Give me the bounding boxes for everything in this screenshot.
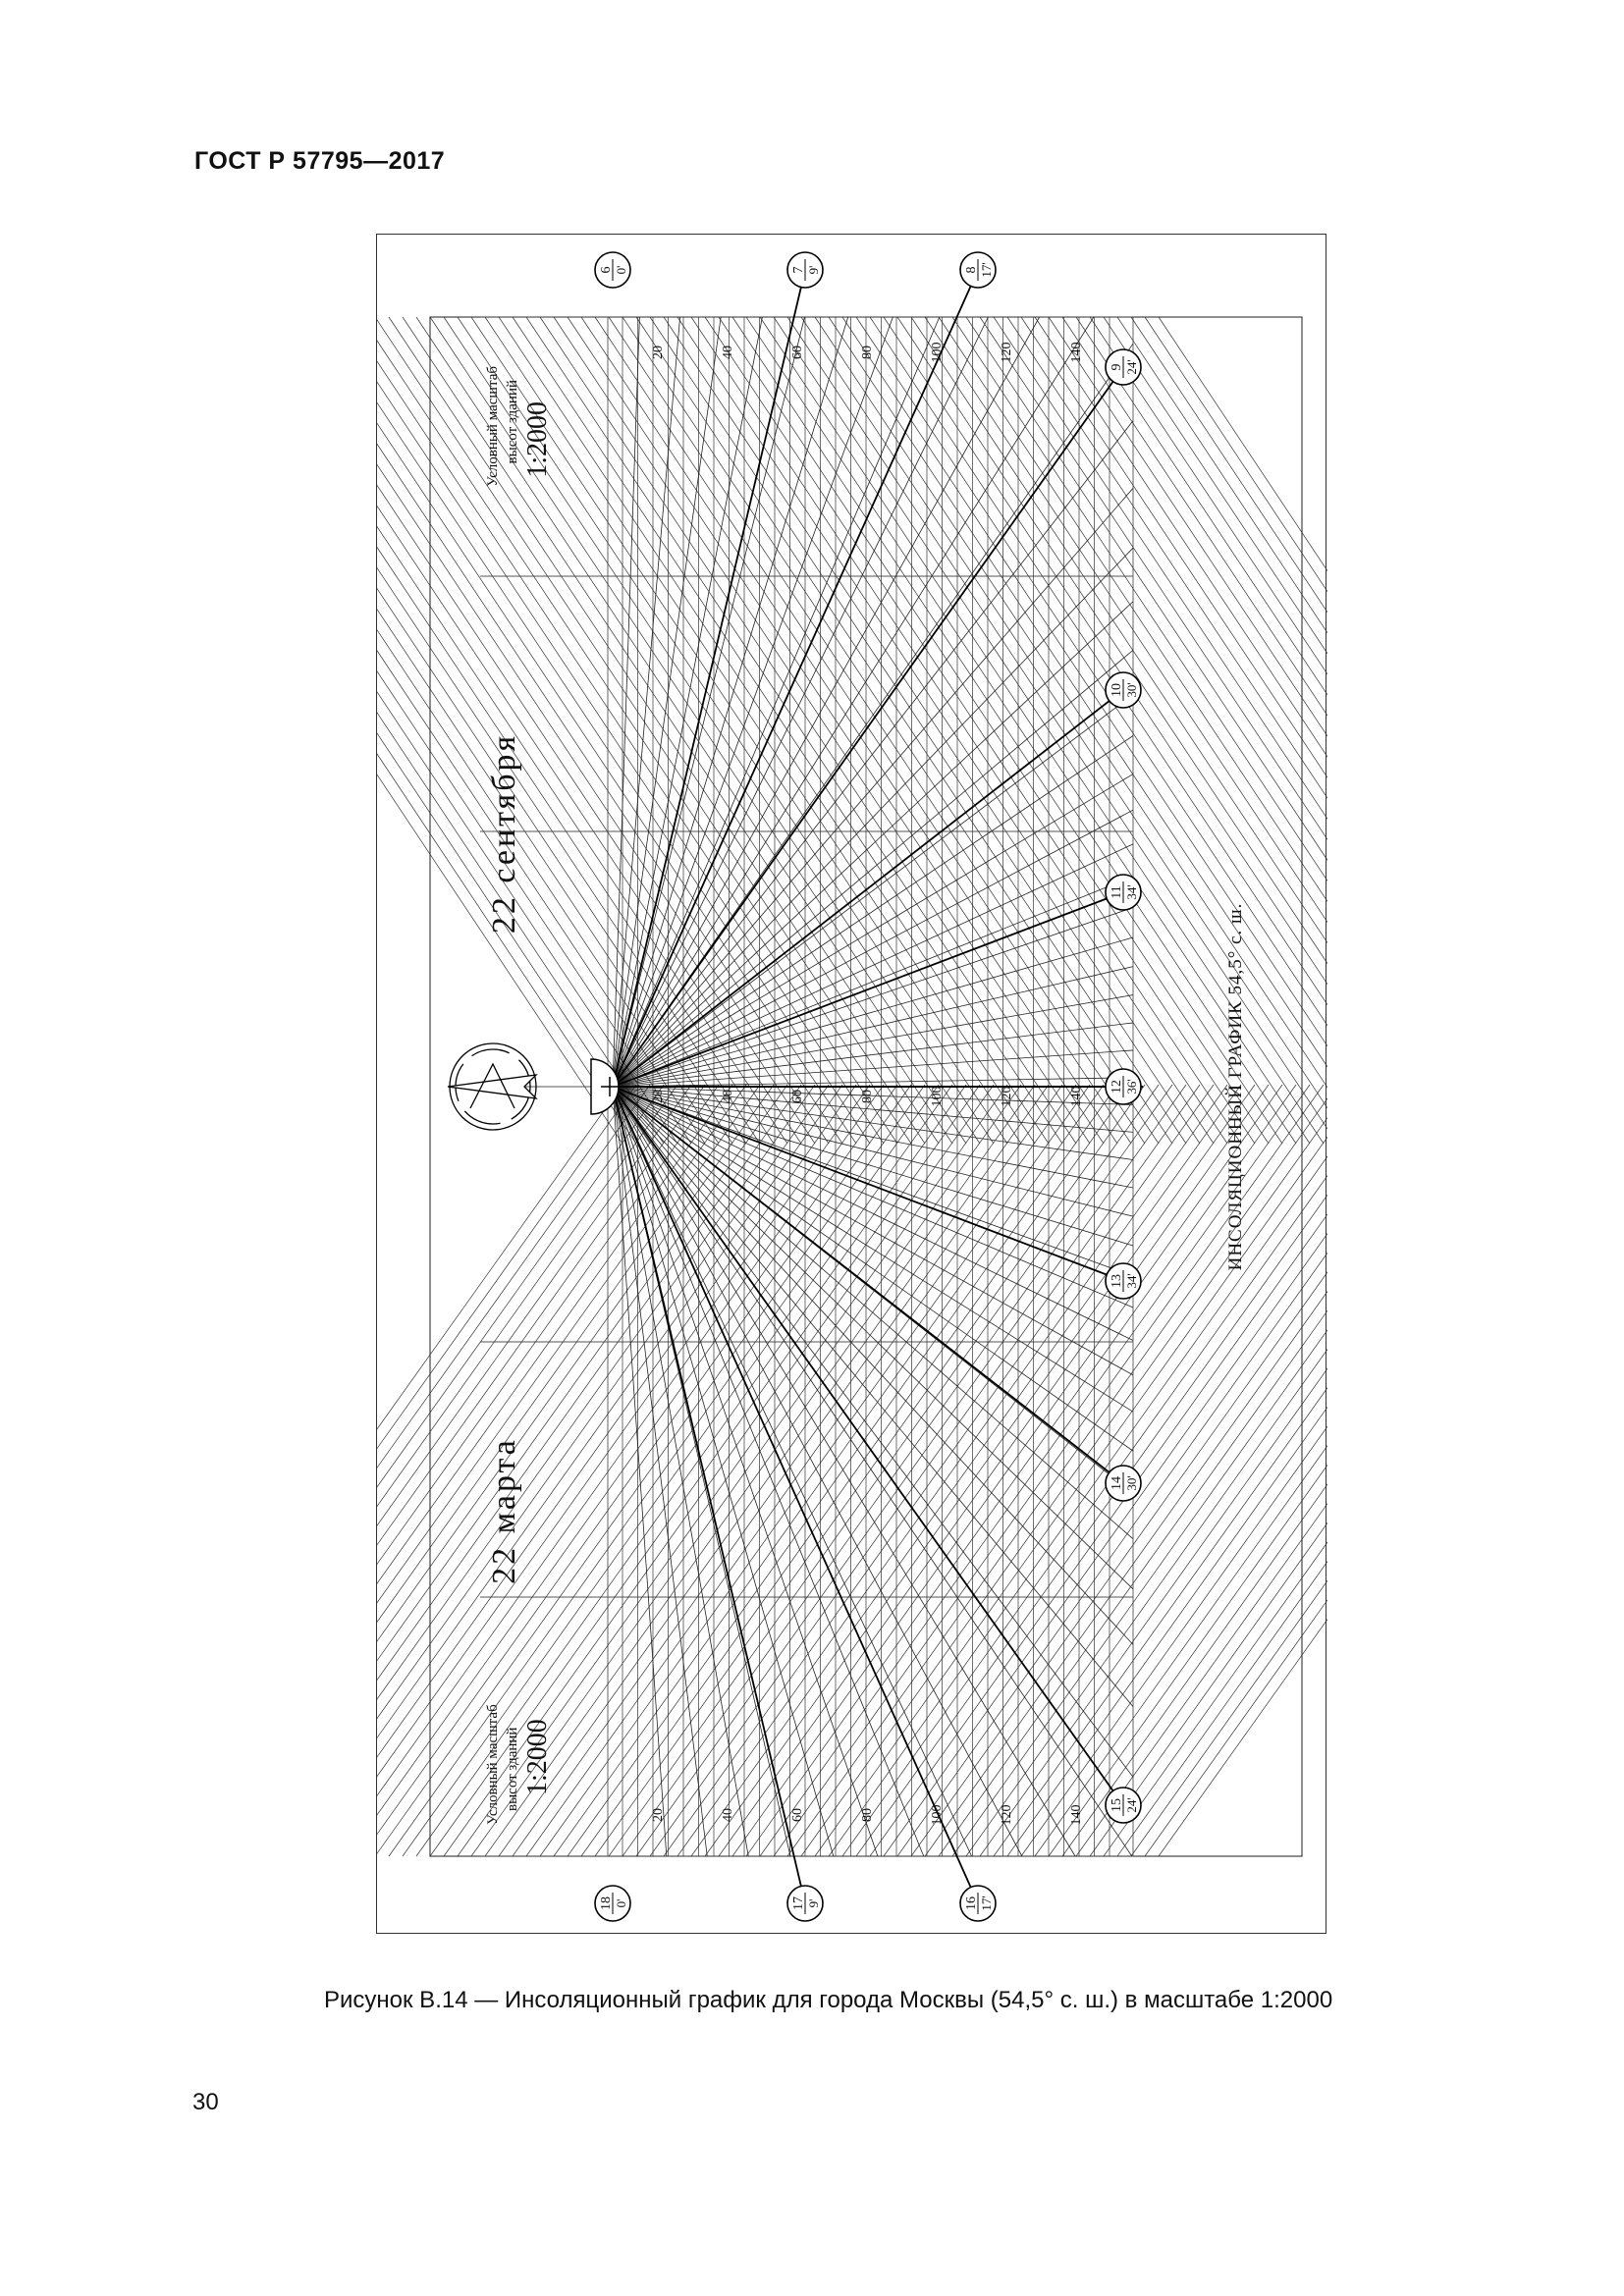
hour-marker-hour: 16: [964, 1896, 979, 1910]
insolation-chart: [377, 235, 1327, 1935]
sun-ray: [613, 1087, 1133, 1340]
hour-marker-min: 24': [1124, 1797, 1139, 1813]
height-scale-label: 60: [790, 1808, 805, 1822]
sun-ray: [613, 317, 1094, 1087]
sun-ray: [613, 1078, 1133, 1087]
hatch-line: [884, 317, 1327, 1144]
hatch-line: [966, 317, 1327, 1144]
hour-marker-hour: 11: [1110, 885, 1124, 899]
hour-marker: [787, 252, 823, 288]
height-scale-label: 40: [721, 346, 735, 359]
sun-ray: [613, 877, 1133, 1087]
hour-marker-min: 30': [1124, 682, 1139, 698]
hatch-line: [1007, 1085, 1327, 1856]
hatch-line: [1062, 317, 1327, 1144]
hour-marker-min: 0': [614, 265, 628, 275]
hatch-line: [994, 1085, 1327, 1856]
hour-marker-min: 17': [979, 262, 994, 278]
height-scale-label: 100: [930, 342, 945, 363]
height-scale-label: 100: [930, 1086, 945, 1107]
hatch-line: [980, 317, 1327, 1144]
height-scale-label: 140: [1069, 1086, 1084, 1107]
compass-icon: [448, 1043, 536, 1130]
sun-ray: [613, 317, 721, 1087]
hatch-line: [377, 1085, 897, 1856]
hour-marker: [787, 1886, 823, 1921]
hour-marker-min: 34': [1124, 884, 1139, 900]
hour-marker: [595, 1886, 630, 1921]
hatch-line: [377, 1085, 815, 1856]
scale-label-top-1: Условный масштаб: [485, 366, 501, 487]
hatch-line: [1090, 317, 1327, 1144]
hour-ray: [613, 690, 1123, 1087]
hatch-line: [377, 317, 815, 1144]
sun-ray: [613, 937, 1133, 1087]
hour-marker: [595, 252, 630, 288]
hatch-line: [377, 317, 829, 1144]
height-scale-label: 20: [651, 1090, 666, 1103]
height-scale-label: 120: [1000, 1086, 1014, 1107]
hatch-line: [952, 1085, 1327, 1856]
chart-title: ИНСОЛЯЦИОННЫЙ ГРАФИК 54,5° с. ш.: [1225, 902, 1246, 1271]
hatch-line: [377, 1085, 774, 1856]
height-scale-label: 120: [1000, 342, 1014, 363]
height-scale-label: 80: [860, 1090, 875, 1103]
hatch-line: [1076, 317, 1327, 1144]
hour-marker-min: 17': [979, 1896, 994, 1911]
hour-marker: [1106, 1466, 1141, 1501]
height-scale-label: 60: [790, 1090, 805, 1103]
sun-ray: [613, 317, 848, 1087]
hour-marker-hour: 14: [1110, 1476, 1124, 1490]
date-bottom: 22 марта: [486, 1437, 522, 1584]
hatch-line: [1049, 317, 1327, 1144]
page-number: 30: [192, 2089, 219, 2115]
hatch-line: [787, 317, 1327, 1144]
sun-ray: [613, 774, 1133, 1087]
sun-ray: [613, 1087, 707, 1856]
hatch-line: [377, 1085, 884, 1856]
height-scale-label: 40: [721, 1090, 735, 1103]
document-header: ГОСТ Р 57795—2017: [194, 147, 446, 175]
hatch-line: [1062, 1085, 1327, 1856]
hatch-line: [1104, 317, 1327, 1144]
hatch-line: [1021, 1085, 1327, 1856]
sun-ray: [613, 1087, 1133, 1246]
hatch-line: [377, 317, 774, 1144]
hatch-line: [377, 317, 787, 1144]
hatch-line: [897, 317, 1327, 1144]
hatch-line: [377, 1085, 787, 1856]
hatch-line: [815, 1085, 1327, 1856]
sun-ray: [613, 317, 988, 1087]
height-scale-label: 80: [860, 1808, 875, 1822]
hatch-line: [377, 317, 870, 1144]
hatch-line: [994, 317, 1327, 1144]
height-scale-label: 140: [1069, 342, 1084, 363]
hour-marker-hour: 6: [599, 266, 614, 274]
hour-ray: [613, 1087, 1123, 1483]
hour-marker-hour: 15: [1110, 1798, 1124, 1812]
hatch-line: [377, 317, 856, 1144]
scale-label-bottom-1: Условный масштаб: [485, 1704, 501, 1825]
hour-marker-hour: 9: [1110, 363, 1124, 371]
height-scale-label: 140: [1069, 1804, 1084, 1826]
sun-ray: [613, 1087, 924, 1856]
hatch-line: [980, 1085, 1327, 1856]
hour-marker-hour: 7: [791, 266, 806, 274]
hour-marker-hour: 17: [791, 1896, 806, 1910]
figure-caption: Рисунок В.14 — Инсоляционный график для города Москвы (54,5° с. ш.) в масштабе 1:2000: [324, 1987, 1333, 2013]
sun-ray: [613, 317, 762, 1087]
hatch-line: [377, 317, 760, 1144]
hatch-line: [377, 317, 664, 1144]
hour-marker-min: 9': [806, 265, 821, 275]
hour-marker: [1106, 1069, 1141, 1104]
height-scale-label: 20: [651, 346, 666, 359]
hour-marker-hour: 12: [1110, 1080, 1124, 1094]
hatch-line: [377, 1085, 870, 1856]
scale-label-top-2: высот зданий: [505, 380, 520, 464]
figure-frame: [376, 234, 1326, 1934]
hatch-line: [1007, 317, 1327, 1144]
hour-marker: [1106, 672, 1141, 708]
height-scale-label: 80: [860, 346, 875, 359]
hatch-line: [1049, 1085, 1327, 1856]
height-scale-label: 100: [930, 1804, 945, 1826]
hour-marker-min: 24': [1124, 359, 1139, 375]
hatch-line: [787, 1085, 1327, 1856]
hour-marker-min: 34': [1124, 1273, 1139, 1289]
hatch-line: [911, 317, 1327, 1144]
height-scale-label: 20: [651, 1808, 666, 1822]
scale-label-bottom-2: высот зданий: [505, 1727, 520, 1811]
hatch-line: [801, 317, 1327, 1144]
height-scale-label: 60: [790, 346, 805, 359]
sun-ray: [613, 602, 1133, 1087]
date-top: 22 сентября: [486, 732, 522, 934]
hour-marker: [960, 1886, 996, 1921]
hour-marker-min: 30': [1124, 1475, 1139, 1491]
height-scale-label: 40: [721, 1808, 735, 1822]
sun-ray: [613, 1087, 748, 1856]
hour-marker-hour: 8: [964, 266, 979, 274]
hour-marker-hour: 13: [1110, 1274, 1124, 1288]
hour-marker-hour: 18: [599, 1896, 614, 1910]
sun-ray: [613, 995, 1133, 1087]
hour-marker-min: 0': [614, 1898, 628, 1908]
hatch-line: [377, 317, 801, 1144]
hatch-line: [925, 317, 1327, 1144]
hour-marker: [1106, 875, 1141, 910]
hour-marker-min: 36': [1124, 1079, 1139, 1095]
sun-ray: [613, 548, 1133, 1087]
hatch-line: [377, 1085, 842, 1856]
hour-marker: [1106, 1263, 1141, 1299]
hatch-line: [952, 317, 1327, 1144]
hour-marker: [1106, 349, 1141, 385]
hatch-line: [1021, 317, 1327, 1144]
scale-value-top: 1:2000: [522, 401, 553, 478]
hatch-line: [966, 1085, 1327, 1856]
scale-value-bottom: 1:2000: [522, 1719, 553, 1795]
hatch-line: [377, 1085, 801, 1856]
sun-ray: [613, 1087, 1022, 1856]
hour-marker: [960, 252, 996, 288]
hour-marker: [1106, 1788, 1141, 1823]
hatch-line: [1104, 1085, 1327, 1856]
sun-ray: [613, 1087, 1133, 1589]
height-scale-label: 120: [1000, 1804, 1014, 1826]
hour-marker-min: 9': [806, 1898, 821, 1908]
hour-ray: [613, 270, 978, 1087]
hour-marker-hour: 10: [1110, 683, 1124, 697]
hatch-line: [377, 1085, 829, 1856]
